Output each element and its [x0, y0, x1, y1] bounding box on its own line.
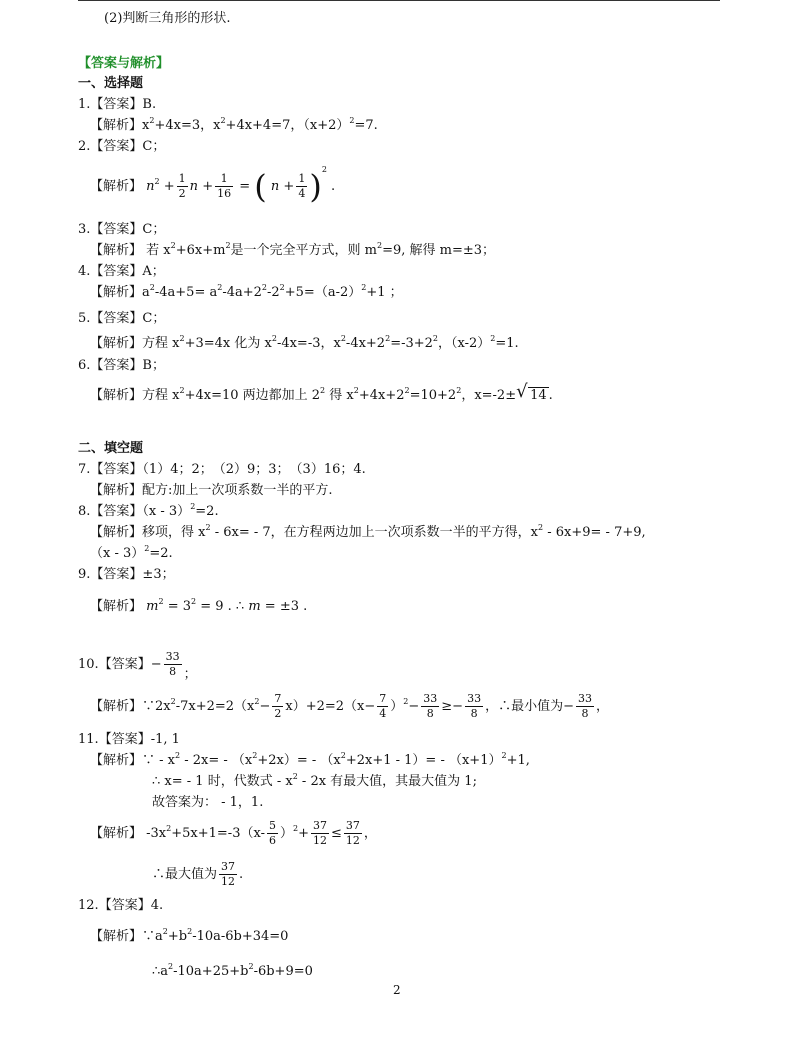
fraction: $\frac{5}{6}$ [268, 819, 276, 847]
q12-analysis-line-2: $\therefore a^2-10a+25+b^2-6b+9=0$ [152, 962, 313, 979]
q12-analysis-line: 【解析】$\because a^2+b^2-10a-6b+34=0$ [90, 927, 289, 944]
q6-answer-line: 6.【答案】B； [78, 358, 165, 373]
page-number: 2 [393, 983, 401, 997]
q7-analysis-line: 【解析】配方:加上一次项系数一半的平方. [90, 483, 333, 498]
q4-analysis-line: 【解析】$a^2-4a+5= a^2-4a+2^2-2^2+5=(a-2)^2+1$ ； [90, 283, 403, 300]
fraction: $\frac{33}{8}$ [423, 692, 438, 720]
q3-answer-line: 3.【答案】C； [78, 222, 166, 237]
q11-answer-line: 11.【答案】-1, 1 [78, 732, 180, 747]
part1-title: 一、选择题 [78, 76, 144, 91]
q7-answer-line: 7.【答案】（1）4；2； （2）9；3； （3）16；4. [78, 462, 366, 477]
q11-analysis-line-3: 故答案为： - 1，1. [152, 795, 264, 810]
header-line: (2)判断三角形的形状. [104, 11, 231, 26]
q8-answer-line: 8.【答案】（x - 3）$^2$=2. [78, 502, 219, 519]
q6-analysis-line: 【解析】方程 $x^2+4x=10$ 两边都加上 $2^2$ 得 $x^2+4x+2^2=10+2^2$，x=-2± √ 14 . [90, 381, 553, 403]
header-rule [78, 0, 720, 1]
q10-answer-line: 10.【答案】− $\frac{33}{8}$ ； [78, 650, 197, 682]
fraction: $\frac{7}{2}$ [274, 692, 282, 720]
fraction: $\frac{7}{4}$ [379, 692, 387, 720]
fraction: $\frac{33}{8}$ [165, 650, 180, 678]
q2-answer-line: 2.【答案】C； [78, 139, 166, 154]
q11-analysis-line: 【解析】∵ - $x^2 - 2x= - (x^2+2x)= - (x^2+2x+1 - 1)= - (x+1)^2+1$, [90, 751, 530, 768]
q8-analysis-line: 【解析】移项，得 $x^2 - 6x= - 7$，在方程两边加上一次项系数一半的平方得，$x^2 - 6x+9= - 7+9$, [90, 523, 646, 540]
q3-analysis-line: 【解析】 若 $x^2+6x+m^2$是一个完全平方式，则 $m^2=9$, 解得 m=±3； [90, 241, 496, 258]
section-title: 【答案与解析】 [78, 56, 170, 71]
fraction: $\frac{37}{12}$ [221, 860, 236, 888]
q5-answer-line: 5.【答案】C； [78, 311, 166, 326]
fraction: $\frac{33}{8}$ [577, 692, 592, 720]
q11-alt-analysis-line: 【解析】 $-3x^2+5x+1=-3(x-$ $\frac{5}{6}$ ）$^2$+ $\frac{37}{12}$ ≤ $\frac{37}{12}$ ， [90, 819, 377, 847]
q11-max-line: ∴最大值为 $\frac{37}{12}$ . [152, 860, 244, 888]
fraction: $\frac{37}{12}$ [345, 819, 360, 847]
fraction: $\frac{37}{12}$ [312, 819, 327, 847]
q2-analysis-line: 【解析】 $n^2$ + $\frac{1}{2}$ n + $\frac{1}{16}$ = ( n + $\frac{1}{4}$ )$^2$ . [90, 165, 336, 206]
q8-analysis-line-2: （x - 3）$^2$=2. [90, 544, 173, 561]
q12-answer-line: 12.【答案】4. [78, 898, 164, 913]
q11-analysis-line-2: ∴ x= - 1 时，代数式 - $x^2 - 2x$ 有最大值，其最大值为 1; [152, 772, 477, 789]
q4-answer-line: 4.【答案】A； [78, 264, 165, 279]
q1-answer-line: 1.【答案】B. [78, 97, 157, 112]
fraction: $\frac{1}{16}$ [217, 172, 232, 200]
part2-title: 二、填空题 [78, 441, 144, 456]
q10-analysis-line: 【解析】$\because 2x^2-7x+2=2(x^2-$ $\frac{7}{2}$ x）+2=2（x− $\frac{7}{4}$ ）$^2$− $\frac{33}{8}$ ≥− $\frac{33}{8}$ ，∴最小值为− $\frac{33}{8}$ ， [90, 692, 609, 720]
fraction: $\frac{1}{4}$ [298, 172, 306, 200]
fraction: $\frac{1}{2}$ [178, 172, 186, 200]
q5-analysis-line: 【解析】方程 $x^2+3=4x$ 化为 $x^2-4x=-3$，$x^2-4x+2^2=-3+2^2$，$(x-2)^2=1$. [90, 334, 519, 351]
q9-answer-line: 9.【答案】±3； [78, 567, 175, 582]
q1-analysis-line: 【解析】$x^2+4x=3$，$x^2+4x+4=7$，$(x+2)^2=7$. [90, 116, 378, 133]
fraction: $\frac{33}{8}$ [467, 692, 482, 720]
q9-analysis-line: 【解析】 $m^2 = 3^2 = 9$ . ∴ m = ±3 . [90, 597, 308, 614]
square-root: √ 14 [516, 381, 547, 403]
